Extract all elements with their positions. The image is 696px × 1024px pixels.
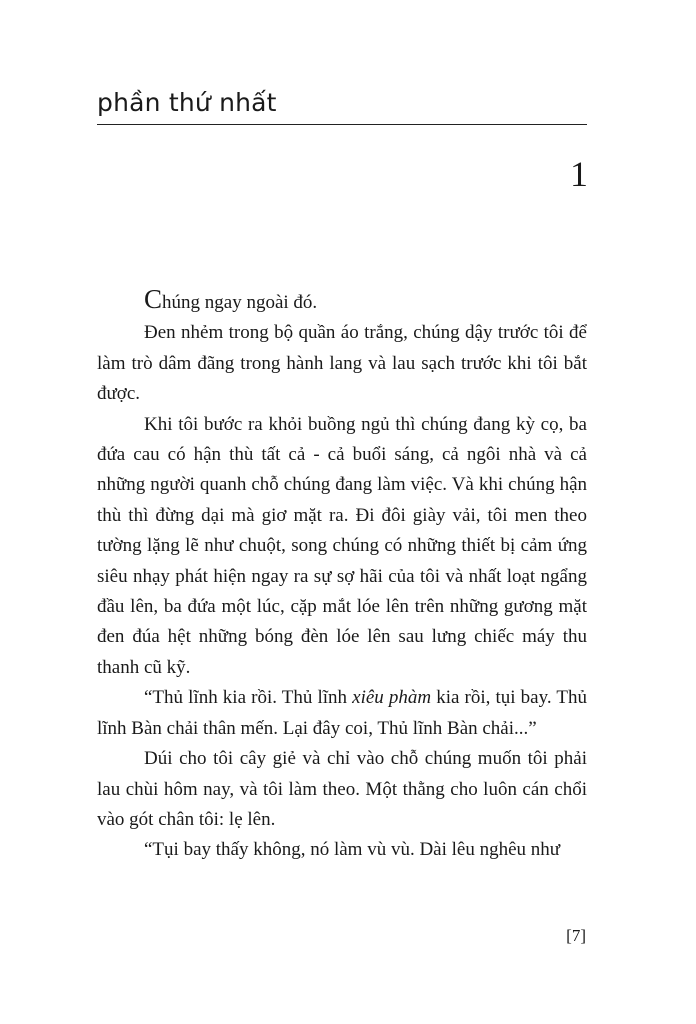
body-text: [97, 284, 587, 866]
paragraph: [97, 318, 587, 409]
paragraph-text: húng ngay ngoài đó.: [162, 292, 318, 313]
emphasized-text: xiêu phàm: [352, 687, 432, 709]
paragraph-text: Đen nhẻm trong bộ quần áo trắng, chúng dậy trước tôi để làm trò dâm đãng trong hành lang và lau sạch trước khi tôi bắt được.: [97, 322, 587, 405]
title-rule: [97, 124, 587, 125]
part-title: phần thứ nhất: [97, 88, 277, 117]
paragraph: [97, 835, 587, 865]
paragraph-text: “Tụi bay thấy không, nó làm vù vù. Dài lêu nghêu như: [144, 839, 561, 861]
paragraph-text: Dúi cho tôi cây giẻ và chỉ vào chỗ chúng muốn tôi phải lau chùi hôm nay, và tôi làm theo. Một thằng cho luôn cán chổi vào gót chân tôi: lẹ lên.: [97, 748, 587, 830]
paragraph: [97, 410, 587, 684]
paragraph: [97, 744, 587, 835]
paragraph-text: kia rồi, tụi bay. Thủ lĩnh Bàn chải thân mến. Lại đây coi, Thủ lĩnh Bàn chải...”: [97, 687, 587, 739]
paragraph-text: “Thủ lĩnh kia rồi. Thủ lĩnh: [144, 687, 353, 709]
paragraph: [97, 284, 587, 318]
chapter-number: 1: [570, 154, 588, 194]
paragraph: [97, 683, 587, 744]
page-number: [7]: [566, 926, 586, 945]
paragraph-text: Khi tôi bước ra khỏi buồng ngủ thì chúng đang kỳ cọ, ba đứa cau có hận thù tất cả - cả buổi sáng, cả ngôi nhà và cả những người quanh chỗ chúng đang làm việc. Và khi chúng hận thù thì đừng dại mà giơ mặt ra. Đi đôi giày vải, tôi men theo tường lặng lẽ như chuột, song chúng có những thiết bị cảm ứng siêu nhạy phát hiện ngay ra sự sợ hãi của tôi và nhất loạt ngẩng đầu lên, ba đứa một lúc, cặp mắt lóe lên trên những gương mặt đen đúa hệt những bóng đèn lóe lên sau lưng chiếc máy thu thanh cũ kỹ.: [97, 413, 587, 678]
drop-cap-initial: C: [144, 284, 163, 314]
